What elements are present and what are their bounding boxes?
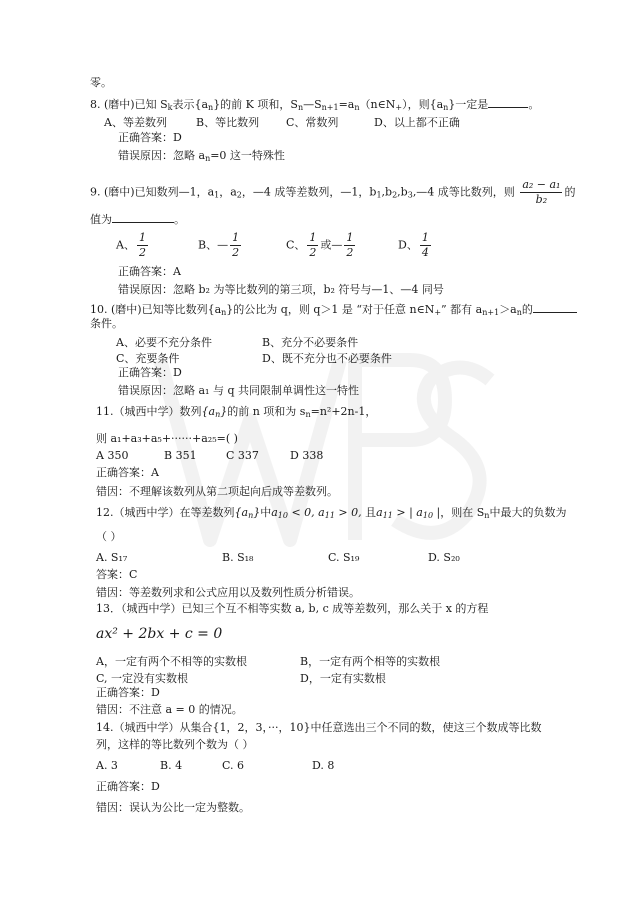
q13-option-d: D，一定有实数根 [300,672,386,685]
q11-stem-line2: 则 a₁+a₃+a₅+······+a₂₅=( ) [96,432,238,445]
q10-option-b: B、充分不必要条件 [262,336,359,349]
q12-paren: （ ） [96,530,122,543]
q9-reason: 错误原因：忽略 b₂ 为等比数列的第三项，b₂ 符号与—1、—4 同号 [118,283,444,296]
q13-reason: 错因：不注意 a = 0 的情况。 [96,703,243,716]
q12-option-b: B. S₁₈ [222,551,254,564]
q10-stem: 10. (磨中)已知等比数列$\{a_n\}$的公比为 q，则 q＞1 是 “对于任意 $n\in N_+$” 都有 $a_{n+1}>a_n$的 [90,301,577,320]
q8-reason: 错误原因：忽略 $a_n=0$ 这一特殊性 [118,149,285,163]
q14-stem: 14.（城西中学）从集合{1，2，3，···，10}中任意选出三个不同的数，使这三个数成等比数 [96,721,542,734]
q8-answer: 正确答案：D [118,131,182,144]
q10-option-d: D、既不充分也不必要条件 [262,352,392,365]
q8-answer-blank [488,96,528,108]
q13-option-c: C, 一定没有实数根 [96,672,189,685]
q11-option-d: D 338 [290,449,324,462]
q9-stem-line2: 值为 。 [90,213,185,226]
q10-stem-line2: 条件。 [90,317,123,330]
q9-stem: 9. (磨中)已知数列—1，$a_1$，$a_2$，—4 成等差数列，—1，$b_1,b_2,b_3,—4$ 成等比数列，则 $\frac{\text{a₂ − a₁}}{\text{b₂}}$ 的 [90,178,576,206]
q13-option-b: B，一定有两个相等的实数根 [300,655,441,668]
q13-option-a: A，一定有两个不相等的实数根 [96,655,247,668]
q9-answer-blank [112,211,174,223]
q8-option-b: B、等比数列 [196,116,260,129]
q10-reason: 错误原因：忽略 a₁ 与 q 共同限制单调性这一特性 [118,384,359,397]
q9-option-a: A、 $\frac{1}{2}$ [116,231,146,259]
q8-option-c: C、常数列 [286,116,339,129]
q10-answer: 正确答案：D [118,366,182,379]
q10-option-c: C、充要条件 [116,352,180,365]
q10-option-a: A、必要不充分条件 [116,336,212,349]
previous-question-ending: 零。 [90,76,112,89]
q8-option-a: A、等差数列 [104,116,167,129]
q13-answer: 正确答案：D [96,686,160,699]
q12-option-d: D. S₂₀ [428,551,460,564]
q11-reason: 错因：不理解该数列从第二项起向后成等差数列。 [96,485,338,498]
q12-option-c: C. S₁₉ [328,551,360,564]
q14-answer: 正确答案：D [96,780,160,793]
q10-answer-blank [533,301,577,313]
q14-option-c: C. 6 [222,759,245,772]
q9-option-c: C、 $\frac{1}{2}$ 或— $\frac{1}{2}$ [286,231,354,259]
q9-fraction: $\frac{\text{a₂ − a₁}}{\text{b₂}}$ [522,178,561,206]
q11-option-a: A 350 [96,449,129,462]
q12-option-a: A. S₁₇ [96,551,128,564]
q11-option-c: C 337 [226,449,259,462]
q14-stem-line2: 列，这样的等比数列个数为（ ） [96,738,254,751]
q13-equation: ax² + 2bx + c = 0 [96,626,223,642]
q8-option-d: D、以上都不正确 [374,116,460,129]
q9-option-d: D、 $\frac{1}{4}$ [398,231,429,259]
q9-option-b: B、— $\frac{1}{2}$ [198,231,240,259]
q14-reason: 错因：误认为公比一定为整数。 [96,801,250,814]
q12-answer: 答案：C [96,568,138,581]
q12-stem: 12.（城西中学）在等差数列$\{a_n\}$中$a_{10} < 0$, $a_{11} > 0$, 且$a_{11}$ > | $a_{10}$ |，则在 $S_n$中最大的负数为 [96,506,567,520]
q8-stem: 8. (磨中)已知 $S_k$表示$\{a_n\}$的前 K 项和，$S_n—S_{n+1}=a_n(n\in N_+)$，则$\{a_n\}$一定是 。 [90,98,540,112]
q11-answer: 正确答案：A [96,466,159,479]
q14-option-a: A. 3 [96,759,118,772]
q11-option-b: B 351 [164,449,197,462]
q14-option-d: D. 8 [312,759,335,772]
q13-stem: 13．（城西中学）已知三个互不相等实数 a, b, c 成等差数列，那么关于 x 的方程 [96,602,489,615]
q14-option-b: B. 4 [160,759,183,772]
q12-reason: 错因：等差数列求和公式应用以及数列性质分析错误。 [96,586,360,599]
q11-stem: 11.（城西中学）数列$\{a_n\}$的前 n 项和为 $s_n=n^2+2n-1$， [96,405,377,419]
q9-answer: 正确答案：A [118,265,181,278]
